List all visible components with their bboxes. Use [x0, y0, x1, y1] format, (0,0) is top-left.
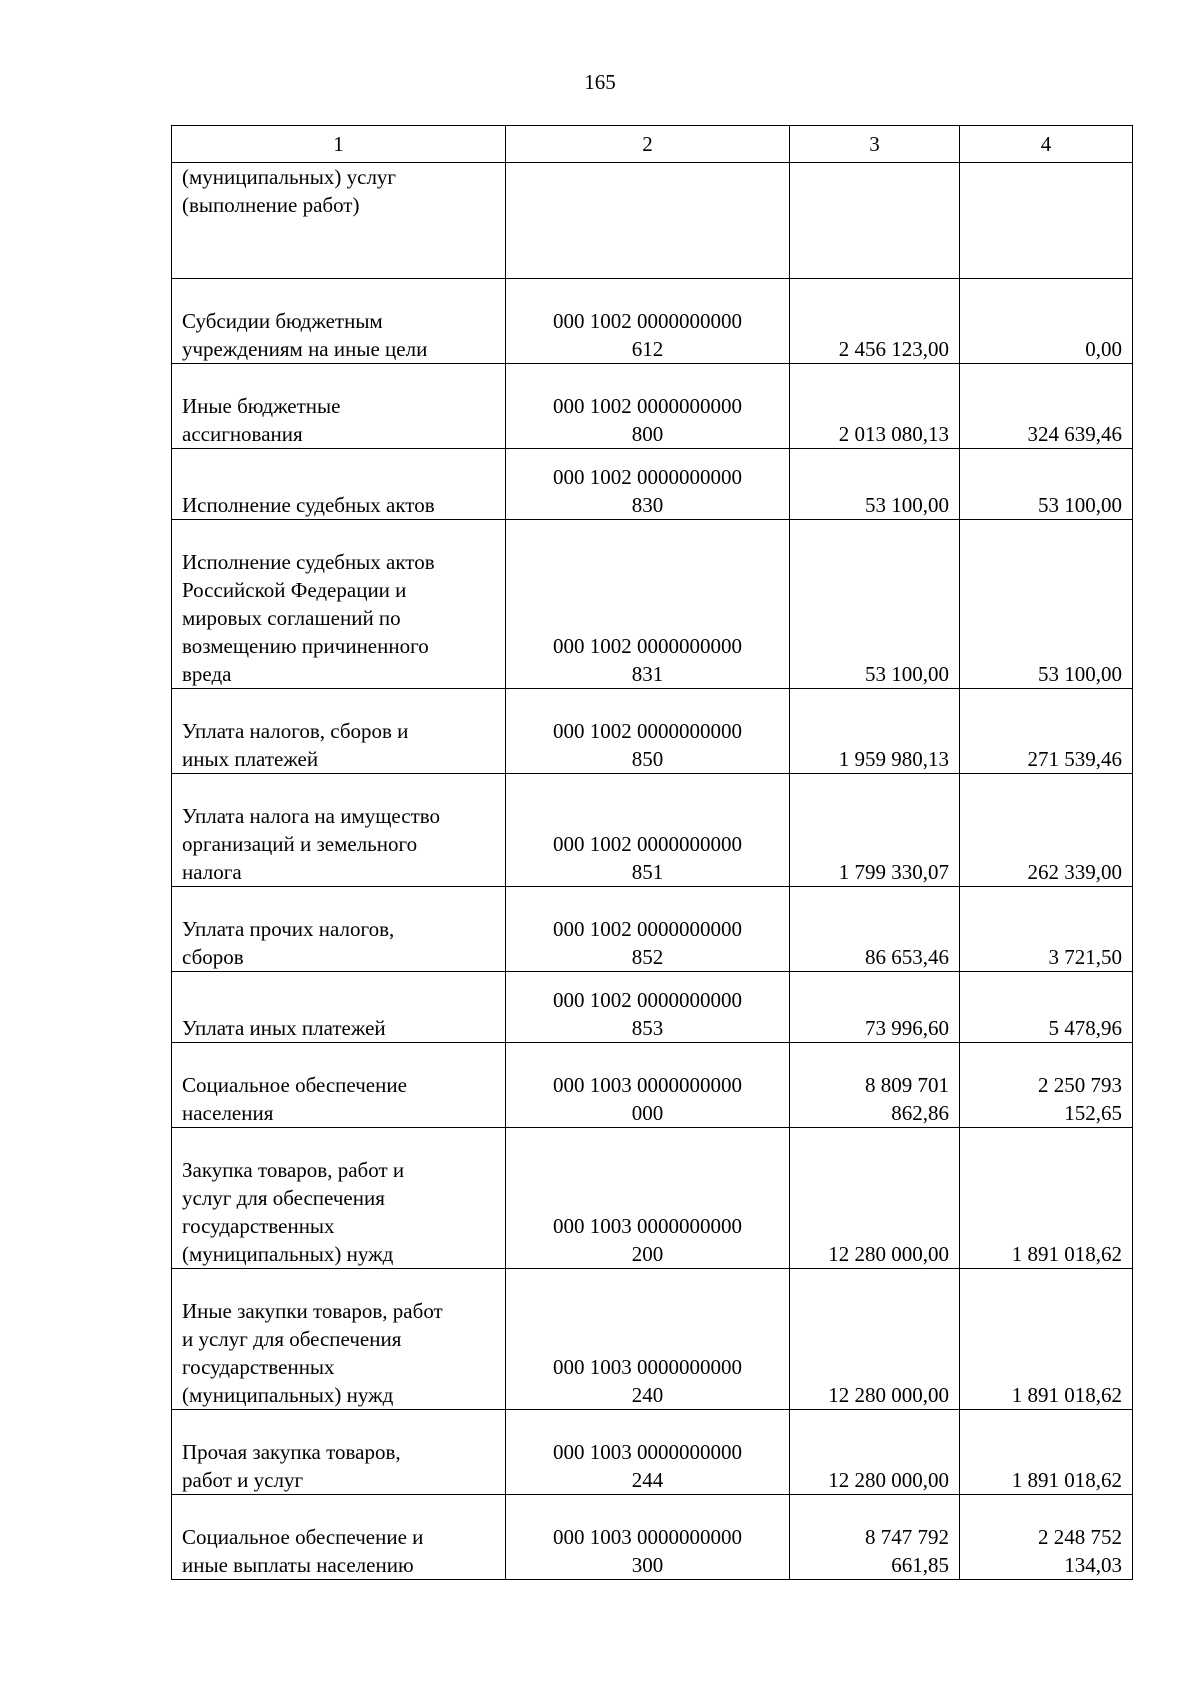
table-row: [172, 1410, 1133, 1495]
row-name: Уплата прочих налогов, сборов: [172, 887, 506, 972]
budget-table: [171, 125, 1133, 1580]
column-header-2: 2: [506, 126, 790, 163]
row-name: Исполнение судебных актов: [172, 449, 506, 520]
column-header-4: 4: [960, 126, 1133, 163]
row-value-4: 324 639,46: [960, 364, 1133, 449]
row-code: [506, 163, 790, 279]
row-name: Уплата налога на имущество организаций и земельного налога: [172, 774, 506, 887]
row-value-3: 12 280 000,00: [790, 1128, 960, 1269]
row-value-4: 271 539,46: [960, 689, 1133, 774]
row-value-4: 1 891 018,62: [960, 1128, 1133, 1269]
table-row: [172, 1043, 1133, 1128]
row-code: 000 1002 0000000000 830: [506, 449, 790, 520]
row-value-3: 53 100,00: [790, 520, 960, 689]
row-value-4: 53 100,00: [960, 520, 1133, 689]
row-value-4: 5 478,96: [960, 972, 1133, 1043]
column-header-1: 1: [172, 126, 506, 163]
row-value-4: 3 721,50: [960, 887, 1133, 972]
row-name: Уплата налогов, сборов и иных платежей: [172, 689, 506, 774]
row-value-3: [790, 163, 960, 279]
row-value-3: 8 809 701 862,86: [790, 1043, 960, 1128]
row-value-4: 0,00: [960, 279, 1133, 364]
table-row: [172, 364, 1133, 449]
row-value-3: 2 456 123,00: [790, 279, 960, 364]
row-name: (муниципальных) услуг (выполнение работ): [172, 163, 506, 279]
row-name: Иные бюджетные ассигнования: [172, 364, 506, 449]
row-name: Уплата иных платежей: [172, 972, 506, 1043]
header-row: [172, 126, 1133, 163]
row-value-3: 12 280 000,00: [790, 1410, 960, 1495]
table-row: [172, 163, 1133, 279]
row-value-4: 1 891 018,62: [960, 1269, 1133, 1410]
table-row: [172, 774, 1133, 887]
table-row: [172, 1269, 1133, 1410]
table-row: [172, 520, 1133, 689]
row-code: 000 1003 0000000000 200: [506, 1128, 790, 1269]
row-code: 000 1003 0000000000 240: [506, 1269, 790, 1410]
row-value-3: 53 100,00: [790, 449, 960, 520]
page-number: 165: [584, 70, 616, 94]
row-value-4: [960, 163, 1133, 279]
row-value-3: 8 747 792 661,85: [790, 1495, 960, 1580]
row-code: 000 1002 0000000000 852: [506, 887, 790, 972]
table-row: [172, 689, 1133, 774]
row-value-4: 53 100,00: [960, 449, 1133, 520]
row-value-4: 2 250 793 152,65: [960, 1043, 1133, 1128]
row-name: Субсидии бюджетным учреждениям на иные цели: [172, 279, 506, 364]
row-value-3: 1 959 980,13: [790, 689, 960, 774]
row-value-3: 2 013 080,13: [790, 364, 960, 449]
row-value-3: 1 799 330,07: [790, 774, 960, 887]
row-code: 000 1002 0000000000 612: [506, 279, 790, 364]
table-row: [172, 887, 1133, 972]
table-row: [172, 279, 1133, 364]
row-name: Закупка товаров, работ и услуг для обеспечения государственных (муниципальных) нужд: [172, 1128, 506, 1269]
column-header-3: 3: [790, 126, 960, 163]
table-row: [172, 1495, 1133, 1580]
row-code: 000 1002 0000000000 851: [506, 774, 790, 887]
row-value-4: 1 891 018,62: [960, 1410, 1133, 1495]
row-code: 000 1002 0000000000 831: [506, 520, 790, 689]
row-value-4: 262 339,00: [960, 774, 1133, 887]
table-row: [172, 972, 1133, 1043]
row-value-3: 12 280 000,00: [790, 1269, 960, 1410]
row-name: Прочая закупка товаров, работ и услуг: [172, 1410, 506, 1495]
row-code: 000 1003 0000000000 300: [506, 1495, 790, 1580]
row-name: Социальное обеспечение и иные выплаты населению: [172, 1495, 506, 1580]
table-row: [172, 1128, 1133, 1269]
row-name: Иные закупки товаров, работ и услуг для обеспечения государственных (муниципальных) нужд: [172, 1269, 506, 1410]
row-code: 000 1003 0000000000 000: [506, 1043, 790, 1128]
row-name: Социальное обеспечение населения: [172, 1043, 506, 1128]
row-value-4: 2 248 752 134,03: [960, 1495, 1133, 1580]
row-name: Исполнение судебных актов Российской Федерации и мировых соглашений по возмещению причиненного вреда: [172, 520, 506, 689]
row-code: 000 1002 0000000000 850: [506, 689, 790, 774]
row-code: 000 1002 0000000000 853: [506, 972, 790, 1043]
row-value-3: 86 653,46: [790, 887, 960, 972]
row-value-3: 73 996,60: [790, 972, 960, 1043]
row-code: 000 1003 0000000000 244: [506, 1410, 790, 1495]
row-code: 000 1002 0000000000 800: [506, 364, 790, 449]
table-row: [172, 449, 1133, 520]
